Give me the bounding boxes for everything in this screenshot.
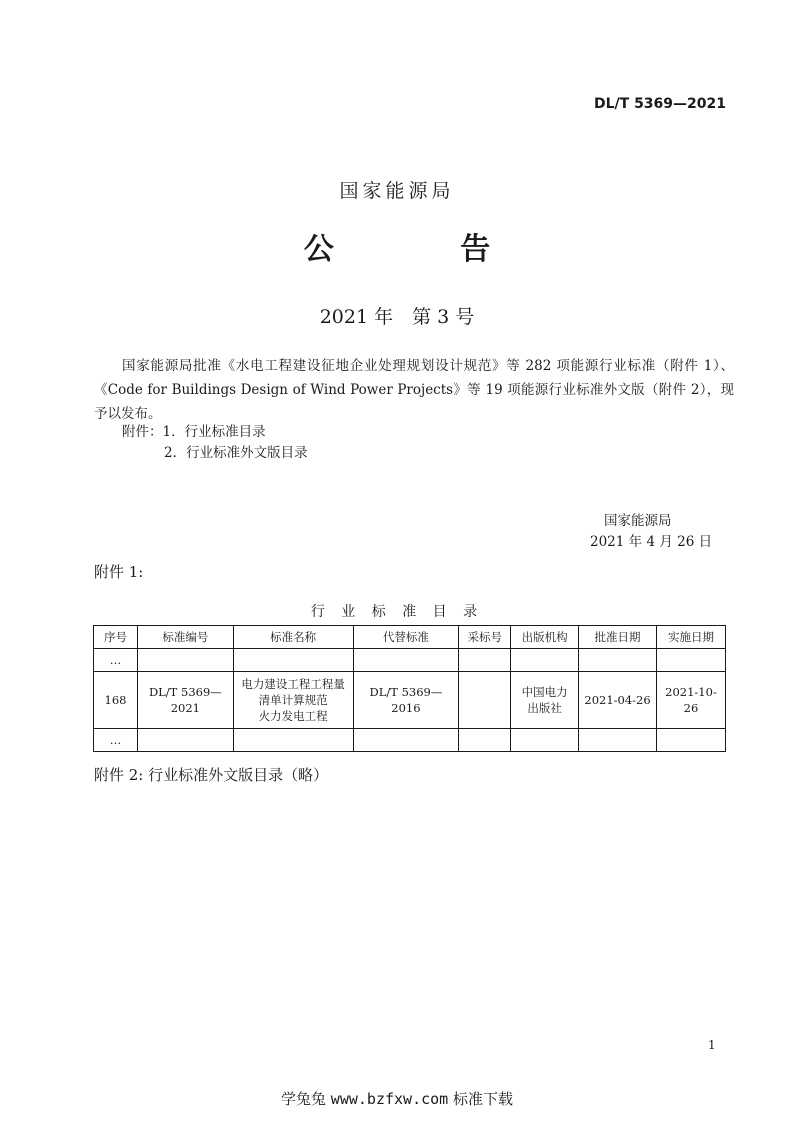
effective-date-cell: 2021-10-26 [657, 672, 726, 729]
table-title: 行 业 标 准 目 录 [310, 604, 484, 620]
agency-heading: 国家能源局 [339, 180, 455, 202]
replaces-cell: DL/T 5369—2016 [353, 672, 459, 729]
issue-number: 2021 年 第 3 号 [319, 306, 475, 328]
footer-watermark [0, 1088, 794, 1109]
publisher-cell: 中国电力 出版社 [511, 672, 579, 729]
footer-prefix: 学兔兔 [281, 1090, 327, 1108]
standard-code: DL/T 5369—2021 [593, 96, 726, 112]
attachments-line-2: 2．行业标准外文版目录 [164, 445, 308, 461]
table-row-ellipsis [94, 729, 726, 752]
notice-body: 国家能源局批准《水电工程建设征地企业处理规划设计规范》等 282 项能源行业标准（附件 1）、《Code for Buildings Design of Wind Power Projects》等 19 项能源行业标准外文版（附件 2），现予以发布。 [94, 358, 734, 422]
standard-code-cell: DL/T 5369— 2021 [137, 672, 233, 729]
col-header: 实施日期 [657, 626, 726, 649]
signature-agency: 国家能源局 [604, 513, 672, 529]
ellipsis-cell: … [94, 649, 138, 672]
col-header: 采标号 [459, 626, 511, 649]
standards-table [93, 625, 726, 752]
col-header: 出版机构 [511, 626, 579, 649]
footer-url: www.bzfxw.com [330, 1090, 449, 1108]
attachment-2-note: 附件 2: 行业标准外文版目录（略） [94, 766, 329, 784]
ellipsis-cell: … [94, 729, 138, 752]
attachments-line-1: 附件：1．行业标准目录 [122, 424, 266, 440]
col-header: 标准名称 [233, 626, 353, 649]
notice-title: 公 告 [303, 232, 549, 267]
table-row [94, 672, 726, 729]
row-number: 168 [94, 672, 138, 729]
col-header: 代替标准 [353, 626, 459, 649]
attachment-1-label: 附件 1: [94, 563, 144, 581]
col-header: 批准日期 [579, 626, 657, 649]
table-row-ellipsis [94, 649, 726, 672]
col-header: 标准编号 [137, 626, 233, 649]
standard-name-cell: 电力建设工程工程量 清单计算规范 火力发电工程 [233, 672, 353, 729]
signature-date: 2021 年 4 月 26 日 [590, 534, 713, 550]
table-header-row [94, 626, 726, 649]
page-number: 1 [708, 1038, 716, 1052]
approval-date-cell: 2021-04-26 [579, 672, 657, 729]
adopted-cell [459, 672, 511, 729]
col-header: 序号 [94, 626, 138, 649]
footer-suffix: 标准下载 [452, 1090, 513, 1108]
